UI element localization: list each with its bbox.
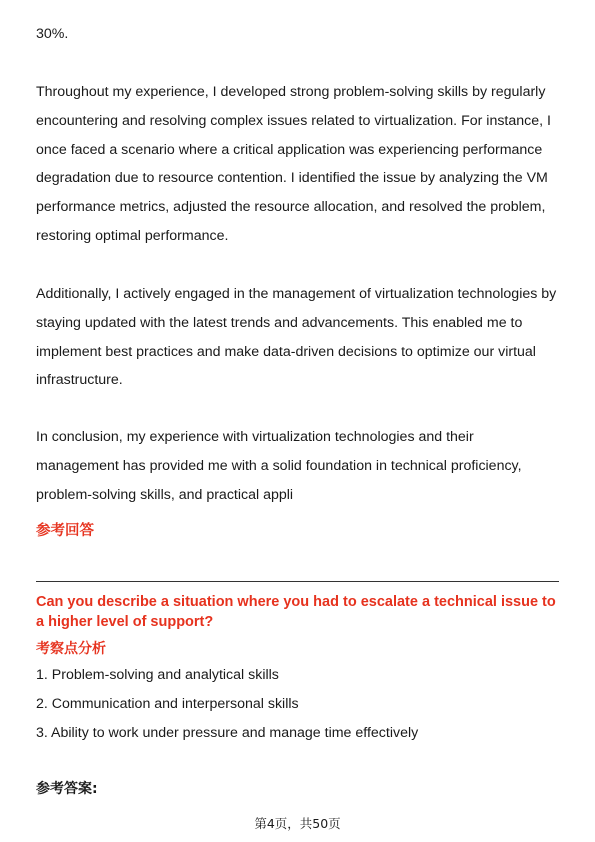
paragraph-continuation: 30%. [36, 26, 69, 42]
list-item: 1. Problem-solving and analytical skills [36, 667, 279, 683]
answer-label: 参考答案: [36, 781, 98, 797]
page-footer: 第4页，共50页 [254, 816, 341, 831]
section-divider [36, 581, 559, 582]
question-heading: Can you describe a situation where you had to escalate a technical issue to a higher level of support? [36, 594, 556, 630]
list-item: 3. Ability to work under pressure and manage time effectively [36, 724, 419, 741]
paragraph-management: Additionally, I actively engaged in the management of virtualization technologies by staying updated with the latest trends and advancements. This enabled me to implement best practices and make data-driven decisions to optimize our virtual infrastructure. [36, 286, 557, 389]
list-item: 2. Communication and interpersonal skills [36, 695, 299, 712]
paragraph-conclusion: In conclusion, my experience with virtualization technologies and their management has provided me with a solid foundation in technical proficiency, problem-solving skills, and practical appli [36, 429, 522, 503]
analysis-label: 考察点分析 [36, 641, 106, 657]
assessment-points-list [36, 661, 418, 747]
reference-answer-label: 参考回答 [36, 523, 94, 539]
paragraph-problem-solving: Throughout my experience, I developed strong problem-solving skills by regularly encountering and resolving complex issues related to virtualization. For instance, I once faced a scenario where a critical application was experiencing performance degradation due to resource contention. I identified the issue by analyzing the VM performance metrics, adjusted the resource allocation, and resolved the problem, restoring optimal performance. [36, 84, 551, 244]
